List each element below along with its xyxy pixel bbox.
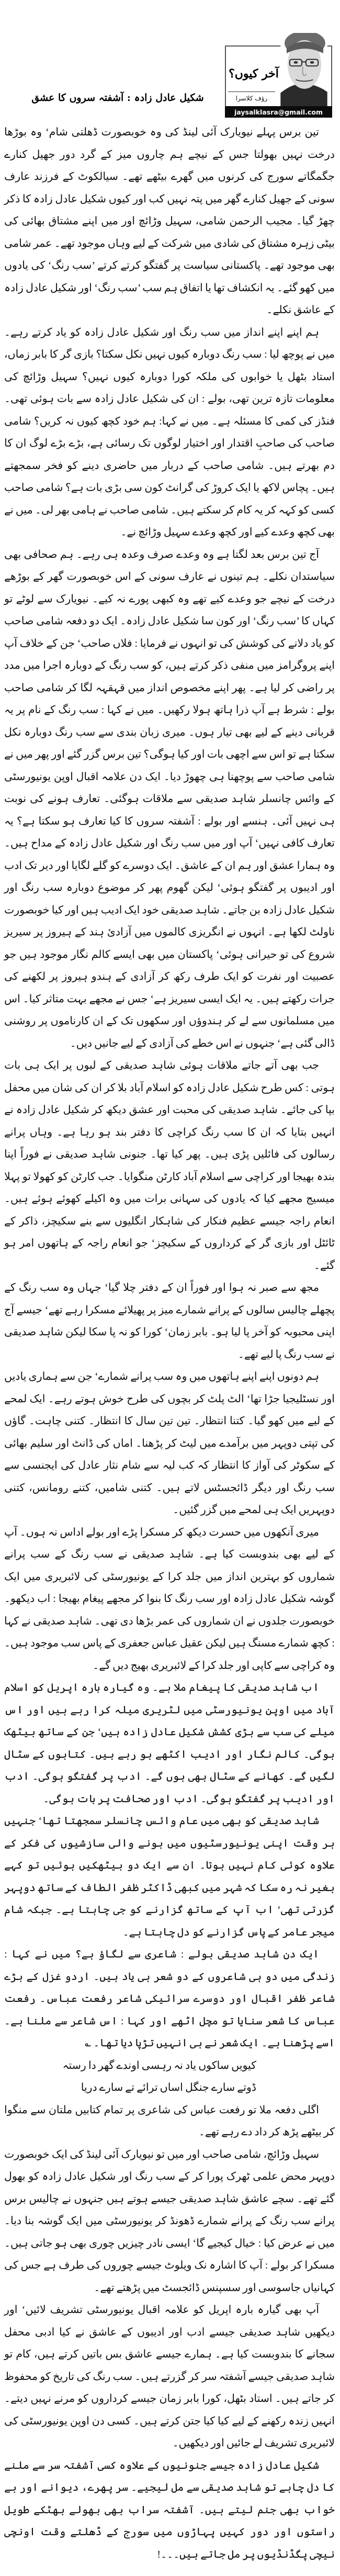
article-headline: شکیل عادل زادہ : آشفتہ سروں کا عشق <box>31 92 204 104</box>
article-body <box>4 121 335 2576</box>
article-paragraph: آج تین برس بعد لگتا ہے وہ وعدے صرف وعدہ ہی رہے۔ ہم صحافی بھی سیاستدان نکلے۔ ہم تینوں نے عارف سونی کے اس خوبصورت گھر کے بوڑھے درخت کے نیچے جو وعدے کیے تھے وہ کبھی پورے نہ کیے۔ نیویارک سے لوٹے تو کہاں کا ’سب رنگ‘ اور کون سا شکیل عادل زادہ۔ ایک دو دفعہ شامی صاحب کو یاد دلانے کی کوشش کی تو انہوں نے فرمایا : فلاں صاحب‘ جن کے خلاف آپ اپنے پروگرامز میں منفی ذکر کرتے ہیں، کو سب رنگ کے دوبارہ اجرا میں مدد پر راضی کر لیا ہے۔ پھر اپنے مخصوص انداز میں قہقہہ لگا کر شامی صاحب بولے : شرط ہے آپ ذرا ہاتھ ہولا رکھیں۔ میں نے کہا : سب رنگ کے نام پر یہ قربانی دینے کے لیے بھی تیار ہوں۔ میری زبان بندی سے سب رنگ دوبارہ نکل سکتا ہے تو اس سے اچھی بات اور کیا ہوگی؟ تین برس گزر گئے اور پھر میں نے شامی صاحب سے پوچھنا ہی چھوڑ دیا۔ ایک دن علامہ اقبال اوپن یونیورسٹی کے وائس چانسلر شاہد صدیقی سے ملاقات ہوگئی۔ تعارف ہونے کی نوبت ہی نہیں آئی۔ ہنسے اور بولے : آشفتہ سروں کا کیا تعارف ہو سکتا ہے؟ یہ تعارف کافی نہیں‘ آپ اور میں سب رنگ اور شکیل عادل زادہ کے مداح ہیں۔ وہ ہمارا عشق اور ہم ان کے عاشق۔ ایک دوسرے کو گلے لگایا اور دیر تک ادب اور ادیبوں پر گفتگو ہوئی‘ لیکن گھوم پھر کر موضوع دوبارہ سب رنگ اور شکیل عادل زادہ بن جاتے۔ شاہد صدیقی خود ایک ادیب ہیں اور کیا خوبصورت ناولٹ لکھا ہے۔ انہوں نے انگریزی کالموں میں آزادیٔ ہند کے ہیروز پر سیریز شروع کی تو حیرانی ہوئی‘ پاکستان میں بھی ایسے کالم نگار موجود ہیں جو عصبیت اور نفرت کو ایک طرف رکھ کر آزادی کے ہندو ہیروز پر لکھنے کی جرات رکھتے ہیں۔ یہ ایک ایسی سیریز ہے‘ جس نے مجھے بہت متاثر کیا۔ اس میں مسلمانوں سے لے کر ہندوؤں اور سکھوں تک کے ان کارناموں پر روشنی ڈالی گئی ہے‘ جنہوں نے اس خطے کی آزادی کے لیے جانیں دیں۔ <box>4 548 335 1049</box>
columnist-byline-box <box>225 45 332 118</box>
author-portrait-icon <box>280 33 328 106</box>
article-paragraph: ہم دونوں اپنے اپنے ہاتھوں میں وہ سب پرانے شمارے‘ جن سے ہماری یادیں اور نسٹلیجیا جڑا تھا‘ الٹ پلٹ کر بچوں کی طرح خوش ہوتے رہے۔ ایک لمحے کے لیے میں کھو گیا۔ کتنا انتظار۔ تین تین سال کا انتظار۔ کتنی چاہت۔ گاؤں کی تپتی دوپہر میں برآمدے میں لیٹ کر پڑھنا۔ اماں کی ڈانٹ اور سلیم بھائی کے سکوٹر کی آواز کا انتظار کہ کب لیہ سے شام نثار عادل کی ایجنسی سے سب رنگ اور دیگر ڈائجسٹس لاتے ہیں۔ کتنی شامیں، کتنے رومانس، کتنی دوپہریں ایک ہی لمحے میں گزر گئیں۔ <box>4 1371 335 1516</box>
article-paragraph: میری آنکھوں میں حسرت دیکھ کر مسکرا پڑے اور بولے اداس نہ ہوں۔ آپ کے لیے بھی بندوبست کیا ہے۔ شاہد صدیقی نے سب رنگ کے سب پرانے شماروں کو بہترین انداز میں جلد کرا کے یونیورسٹی کی لائبریری میں ایک گوشہ شکیل عادل زادہ اور سب رنگ کا بنوا کر مجھے پیغام بھیجا : اب دیکھو۔ خوبصورت جلدوں نے ان شماروں کی عمر بڑھا دی تھی۔ شاہد صدیقی نے کہا : کچھ شمارے مسنگ ہیں لیکن عقیل عباس جعفری کے پاس سب موجود ہیں۔ وہ کراچی سے کاپی اور جلد کرا کے لائبریری بھیج دیں گے۔ <box>4 1526 335 1671</box>
author-email[interactable] <box>225 106 332 118</box>
article-paragraph: جب بھی آتے جاتے ملاقات ہوئی شاہد صدیقی کے لبوں پر ایک ہی بات ہوتی : کس طرح شکیل عادل زادہ کو اسلام آباد بلا کر ان کی شان میں محفل بپا کی جائے۔ شاہد صدیقی کی محبت اور عشق دیکھ کر شکیل عادل زادہ نے انہیں بتایا کہ ان کا سب رنگ کراچی کا دفتر بند ہو رہا ہے۔ وہاں پرانے رسالوں کی فائلیں پڑی ہیں۔ پھر کیا تھا۔ جنونی شاہد صدیقی نے فوراً اپنا بندہ بھیجا اور کراچی سے اسلام آباد کارٹن منگوایا۔ جب کارٹن کو کھولا تو پہلا میسیج مجھے کیا کہ یادوں کی سہانی برات میں وہ اکیلے کھوئے ہوئے ہیں۔ انعام راجہ جیسے عظیم فنکار کی شاہکار انگلیوں سے بنے سکیچز، ذاکر کے ٹائٹل اور بازی گر کے کرداروں کے سکیچز‘ جو انعام راجہ کے ہاتھوں امر ہو گئے۔ <box>4 1060 335 1272</box>
article-paragraph: مجھ سے صبر نہ ہوا اور فوراً ان کے دفتر چلا گیا‘ جہاں وہ سب رنگ کے پچھلے چالیس سالوں کے پرانے شمارے میز پر پھیلائے مسکرا رہے تھے‘ جیسے آج اپنی محبوبہ کو آخر پا لیا ہو۔ بابر زمان‘ کورا کو نہ پا سکا لیکن شاہد صدیقی نے سب رنگ پا لیے تھے۔ <box>4 1282 335 1360</box>
article-paragraph: شاہد صدیقی کو بھی میں عام وائس چانسلر سمجھتا تھا‘ جنہیں ہر وقت اپنی یونیورسٹیوں میں ہونے والی سازشیوں کی فکر کے علاوہ کوئی کام نہیں ہوتا۔ ان سے ایک دو بیٹھکیں ہوئیں تو کہے بغیر نہ رہ سکا کہ شہر میں کبھی ڈاکٹر ظفر الطاف کے ساتھ دوپہر گزرتی تھی‘ اب آپ کے ساتھ گزارنے کو جی چاہتا ہے۔ جبکہ شام میجر عامر کے پاس گزارنے کو دل چاہتا ہے۔ <box>4 1815 335 1938</box>
article-paragraph: ایک دن شاہد صدیقی بولے : شاعری سے لگاؤ ہے؟ میں نے کہا : زندگی میں دو ہی شاعروں کے دو شعر ہی یاد ہیں۔ اردو غزل کے بڑے شاعر ظفر اقبال اور دوسرے سرائیکی شاعر رفعت عباس۔ رفعت عباس کا شعر سنایا تو مچل اٹھے اور کہا : اس شاعر سے ملنا ہے۔ اسے پڑھنا ہے۔ ایک شعر نے ہی انہیں تڑپا دیا تھا۔ ؎ <box>4 1949 335 2049</box>
article-paragraph: اگلی دفعہ ملا تو رفعت عباس کی شاعری پر تمام کتابیں ملتان سے منگوا کر بیٹھے پڑھ کر داد دے رہے تھے۔ <box>4 2104 335 2138</box>
article-paragraph: ہم اپنے اپنے انداز میں سب رنگ اور شکیل عادل زادہ کو یاد کرتے رہے۔ میں نے پوچھ لیا : سب رنگ دوبارہ کیوں نہیں نکل سکتا؟ بازی گر کا بابر زماں، استاد بٹھل یا خوابوں کی ملکہ کورا دوبارہ کیوں نہیں؟ سہیل وڑائچ کی معلومات تازہ ترین تھی، بولے : ان کی شکیل عادل زادہ سے بات ہوئی تھی۔ فنڈز کی کمی کا مسئلہ ہے۔ میں نے کہا: ہم خود کچھ کیوں نہ کریں؟ شامی صاحب کی صاحبِ اقتدار اور اختیار لوگوں تک رسائی ہے، بڑے بڑے لوگ ان کا دم بھرتے ہیں۔ شامی صاحب کے دربار میں حاضری دینے کو فخر سمجھتے ہیں۔ پچاس لاکھ یا ایک کروڑ کی گرانٹ کون سی بڑی بات ہے؟ شامی صاحب کسی کو کہہ کر یہ کام کر سکتے ہیں۔ شامی صاحب نے ہامی بھر لی۔ میں نے بھی کچھ وعدے کیے اور کچھ وعدے سہیل وڑائچ نے۔ <box>4 326 335 538</box>
divider <box>228 91 275 92</box>
article-paragraph: سہیل وڑائچ، شامی صاحب اور میں تو نیویارک آئی لینڈ کی ایک خوبصورت دوپہر محض علمی ٹھرک پورا کر کے سب رنگ اور شکیل عادل زادہ کو بھول گئے تھے۔ سچے عاشق شاہد صدیقی جیسے ہوتے ہیں جنہوں نے چالیس برس پرانے سب رنگ کے پرانے شمارے ڈھونڈ کر یونیورسٹی میں ایک گوشہ بنا دیا۔ میں نے عرض کیا : خیال کیجیے گا‘ ایسی نادر چیزیں چوری بھی ہو جاتی ہیں۔ مسکرا کر بولے : آپ کا اشارہ نک ویلوٹ جیسے چوروں کی طرف ہے جس کی کہانیاں جاسوسی اور سسپنس ڈائجسٹ میں پڑھتے تھے۔ <box>4 2148 335 2294</box>
author-email-text[interactable]: jaysalklasra@gmail.com <box>234 108 323 116</box>
article-paragraph: شکیل عادل زادہ جیسے جنونیوں کے علاوہ کسی آشفتہ سر سے ملنے کا دل چاہے تو شاہد صدیقی سے مل لیجیے۔ سر پھرے، دیوانے اور بے خواب بھی جنم لیتے ہیں۔ آشفتہ سراب بھی بھولے بھٹکے طویل راستوں اور دور کہیں پہاڑوں میں سورج کے ڈھلتے وقت اونچی نیچی پگڈنڈیوں پر مل جاتے ہیں۔۔۔! <box>4 2459 335 2560</box>
article-paragraph: اب شاہد صدیقی کا پیغام ملا ہے۔ وہ گیارہ بارہ اپریل کو اسلام آباد میں اوپن یونیورسٹی میں لٹریری میلہ کرا رہے ہیں اور اس میلے کی سب سے بڑی کشش شکیل عادل زادہ ہیں‘ جن کے ساتھ بیٹھک ہوگی۔ کالم نگار اور ادیب اکٹھے ہو رہے ہیں۔ کتابوں کے سٹال لگیں گے۔ کھانے کے سٹال بھی ہوں گے۔ ادب پر گفتگو ہوگی۔ ادب اور ادیب پر گفتگو ہوگی۔ ادب اور صحافت پر بات ہوگی۔ <box>4 1682 335 1805</box>
author-photo <box>280 33 328 106</box>
verse-line: کیویں ساکوں یاد نہ رہسی اوندے گھر دا رستہ <box>62 2059 256 2071</box>
author-name: رؤف کلاسرا <box>235 95 268 102</box>
article-paragraph: تین برس پہلے نیویارک آئی لینڈ کی وہ خوبصورت ڈھلتی شام‘ وہ بوڑھا درخت نہیں بھولتا جس کے نیچے ہم چاروں میز کے گرد دور جھیل کنارے جگمگاتے سورج کی کرنوں میں گھرے بیٹھے تھے۔ سیالکوٹ کے فرزند عارف سونی کے جھیل کنارے گھر میں پتہ نہیں کب اور کیوں شکیل عادل زادہ کا ذکر چھڑ گیا۔ مجیب الرحمن شامی، سہیل وڑائچ اور میں اپنے مشتاق بھائی کی بیٹی زہرہ مشتاق کی شادی میں شرکت کے لیے وہاں موجود تھے۔ عمر شامی بھی موجود تھے۔ پاکستانی سیاست پر گفتگو کرتے کرتے ’سب رنگ‘ کی یادوں میں کھو گئے۔ یہ انکشاف تھا یا اتفاق ہم سب ’سب رنگ‘ اور شکیل عادل زادہ کے عاشق نکلے۔ <box>4 127 335 316</box>
column-name: آخر کیوں؟ <box>229 67 279 81</box>
article-paragraph: آپ بھی گیارہ بارہ اپریل کو علامہ اقبال یونیورسٹی تشریف لائیں‘ اور دیکھیں شاہد صدیقی جیسے ادب اور ادیبوں کے عاشق نے کیا ادبی محفل سجانے کا بندوبست کیا ہے۔ ہمارے جیسے عاشق بس باتیں کرتے ہیں، کام تو شاہد صدیقی جیسے آشفتہ سر کر گزرتے ہیں۔ سب رنگ کی تاریخ کو محفوظ کر جاتے ہیں۔ استاد بٹھل، کورا بابر زمان جیسے کرداروں کو مرنے نہیں دیتے۔ انہیں زندہ رکھنے کے لیے کیا کیا جتن کرتے ہیں۔ کسی دن اوپن یونیورسٹی کی لائبریری تشریف لے جائیں اور دیکھیں۔ <box>4 2304 335 2449</box>
verse-line: ڈوتے سارے جنگل اساں ترائے تے سارے دریا <box>81 2082 256 2093</box>
page-header <box>0 0 340 121</box>
